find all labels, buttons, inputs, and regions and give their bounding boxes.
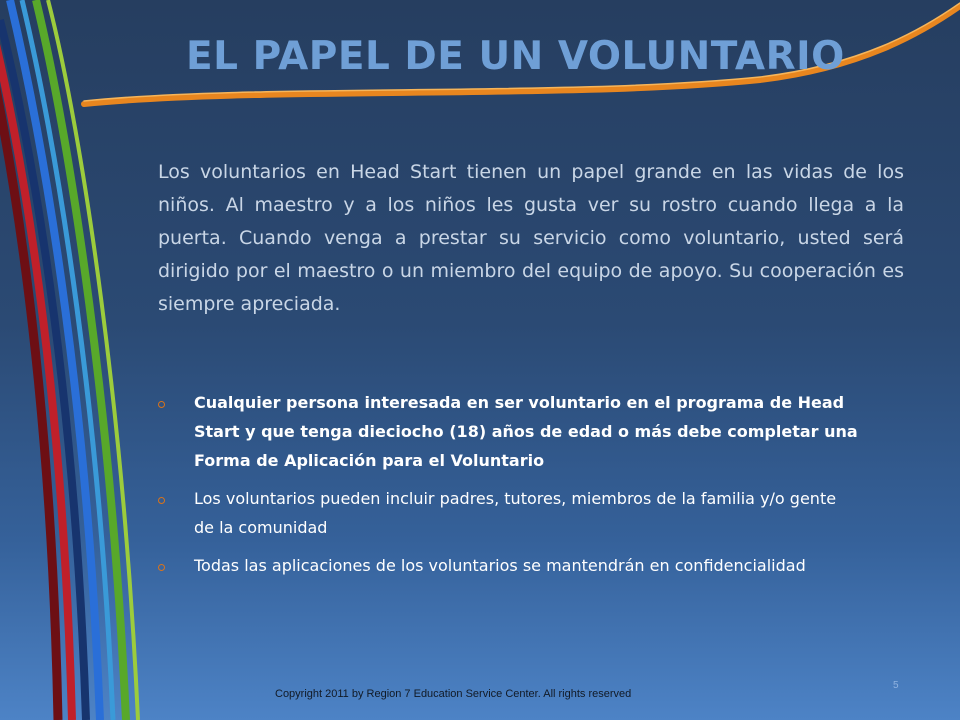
copyright-footer: Copyright 2011 by Region 7 Education Service Center. All rights reserved [275, 688, 632, 700]
bullet-text: Los voluntarios pueden incluir padres, tutores, miembros de la familia y/o gente de la comunidad [194, 489, 837, 537]
page-number: 5 [893, 680, 899, 691]
intro-paragraph: Los voluntarios en Head Start tienen un papel grande en las vidas de los niños. Al maestro y a los niños les gusta ver su rostro cuando llega a la puerta. Cuando venga a prestar su servicio como voluntario, usted será dirigido por el maestro o un miembro del equipo de apoyo. Su cooperación es siempre apreciada. [158, 161, 904, 315]
circle-bullet-icon [158, 497, 165, 504]
bullet-list [158, 388, 858, 589]
circle-bullet-icon [158, 401, 165, 408]
bullet-text: Todas las aplicaciones de los voluntarios se mantendrán en confidencialidad [194, 556, 806, 575]
bullet-item [158, 388, 858, 475]
slide-title: EL PAPEL DE UN VOLUNTARIO [186, 34, 845, 79]
bullet-item [158, 484, 858, 542]
bullet-text: Cualquier persona interesada en ser voluntario en el programa de Head Start y que tenga dieciocho (18) años de edad o más debe completar una Forma de Aplicación para el Voluntario [194, 393, 858, 470]
circle-bullet-icon [158, 564, 165, 571]
bullet-item [158, 551, 858, 580]
